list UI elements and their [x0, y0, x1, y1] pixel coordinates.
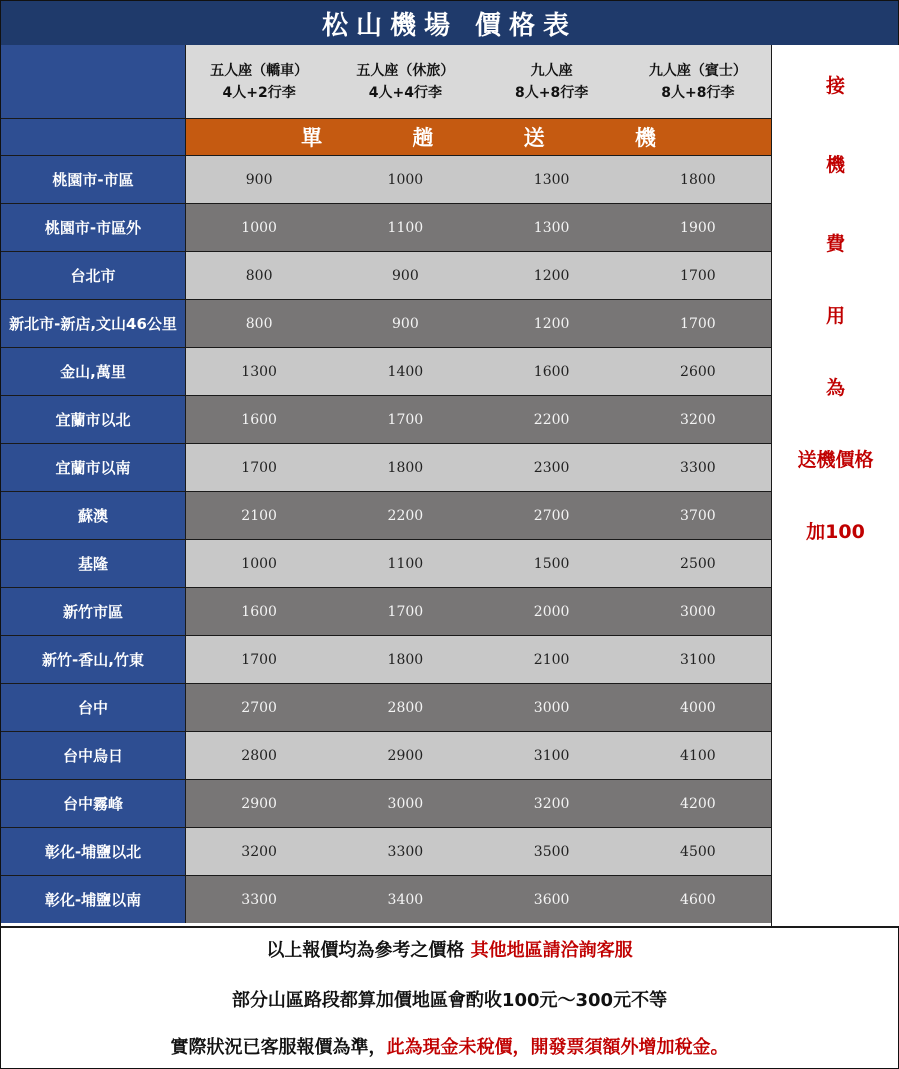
price-cell: 3100 [479, 732, 625, 779]
footer-line-1 [1, 936, 898, 962]
table-row [1, 155, 771, 203]
region-label: 桃園市-市區 [1, 156, 186, 203]
price-cell: 3000 [332, 780, 478, 827]
region-label: 蘇澳 [1, 492, 186, 539]
price-cell: 1300 [479, 204, 625, 251]
price-cell: 2300 [479, 444, 625, 491]
price-cell: 2700 [479, 492, 625, 539]
price-cell: 1100 [332, 204, 478, 251]
price-cell: 3300 [186, 876, 332, 923]
column-header-row [1, 45, 771, 118]
side-note-text: 機 [825, 154, 845, 176]
table-row [1, 299, 771, 347]
column-header-name: 五人座（轎車） [210, 62, 309, 79]
price-cell: 2100 [479, 636, 625, 683]
side-note-text: 為 [825, 377, 845, 399]
price-cell: 3200 [625, 396, 771, 443]
price-cell: 3000 [479, 684, 625, 731]
table-row [1, 443, 771, 491]
band-char: 機 [634, 126, 656, 150]
price-cell: 2900 [186, 780, 332, 827]
price-cell: 2500 [625, 540, 771, 587]
column-header-name: 九人座 [530, 62, 573, 79]
side-note-text: 用 [825, 305, 845, 327]
price-cell: 1700 [332, 588, 478, 635]
price-cell: 2800 [186, 732, 332, 779]
band-char: 趟 [412, 126, 434, 150]
region-label: 台中烏日 [1, 732, 186, 779]
band-char: 送 [523, 126, 545, 150]
price-cell: 1800 [332, 444, 478, 491]
price-cell: 1700 [625, 252, 771, 299]
footer-quote-text: 實際狀況已客服報價為準， [170, 1037, 387, 1058]
price-cell: 2600 [625, 348, 771, 395]
price-cell: 1300 [186, 348, 332, 395]
footer-notes [1, 926, 898, 1068]
side-note-text: 送機價格 [797, 449, 874, 471]
column-header [186, 45, 332, 118]
price-cell: 1700 [186, 444, 332, 491]
table-row [1, 203, 771, 251]
region-label: 台北市 [1, 252, 186, 299]
price-cell: 1700 [625, 300, 771, 347]
price-cell: 1200 [479, 252, 625, 299]
price-cell: 1400 [332, 348, 478, 395]
price-cell: 4600 [625, 876, 771, 923]
price-cell: 4100 [625, 732, 771, 779]
column-header-capacity: 4人+2行李 [222, 84, 296, 101]
table-row [1, 683, 771, 731]
side-note-text: 費 [825, 233, 845, 255]
table-row [1, 827, 771, 875]
price-cell: 2200 [332, 492, 478, 539]
table-row [1, 491, 771, 539]
price-cell: 1900 [625, 204, 771, 251]
region-label: 新北市-新店,文山46公里 [1, 300, 186, 347]
footer-reference-text: 以上報價均為參考之價格 [266, 940, 471, 961]
footer-contact-text: 其他地區請洽詢客服 [470, 940, 633, 961]
page-title: 松山機場 價格表 [1, 1, 898, 45]
side-note-text: 加100 [806, 521, 865, 543]
price-cell: 1700 [186, 636, 332, 683]
region-label: 桃園市-市區外 [1, 204, 186, 251]
price-cell: 3500 [479, 828, 625, 875]
price-cell: 2200 [479, 396, 625, 443]
column-header-capacity: 8人+8行李 [515, 84, 589, 101]
price-cell: 1200 [479, 300, 625, 347]
table-row [1, 779, 771, 827]
table-row [1, 635, 771, 683]
table-row [1, 587, 771, 635]
price-cell: 2900 [332, 732, 478, 779]
price-cell: 1800 [332, 636, 478, 683]
table-row [1, 539, 771, 587]
price-cell: 1700 [332, 396, 478, 443]
region-label: 宜蘭市以南 [1, 444, 186, 491]
column-header [625, 45, 771, 118]
price-cell: 1000 [186, 540, 332, 587]
price-cell: 1000 [186, 204, 332, 251]
column-header-name: 九人座（賓士） [648, 62, 747, 79]
price-cell: 3200 [479, 780, 625, 827]
column-header-capacity: 4人+4行李 [368, 84, 442, 101]
price-cell: 3700 [625, 492, 771, 539]
price-cell: 1600 [186, 396, 332, 443]
one-way-dropoff-band [1, 118, 771, 155]
table-row [1, 347, 771, 395]
price-cell: 1100 [332, 540, 478, 587]
price-cell: 2000 [479, 588, 625, 635]
price-cell: 3300 [332, 828, 478, 875]
band-corner-cell [1, 119, 186, 155]
footer-line-2: 部分山區路段都算加價地區會酌收100元～300元不等 [231, 990, 668, 1011]
footer-line-3 [1, 1033, 898, 1059]
price-cell: 2700 [186, 684, 332, 731]
region-label: 宜蘭市以北 [1, 396, 186, 443]
price-rows [1, 155, 771, 923]
price-cell: 1600 [479, 348, 625, 395]
price-cell: 900 [332, 300, 478, 347]
region-label: 金山,萬里 [1, 348, 186, 395]
price-cell: 3400 [332, 876, 478, 923]
region-label: 彰化-埔鹽以北 [1, 828, 186, 875]
price-cell: 3300 [625, 444, 771, 491]
price-cell: 4500 [625, 828, 771, 875]
price-cell: 3100 [625, 636, 771, 683]
band-char: 單 [301, 126, 323, 150]
price-cell: 4200 [625, 780, 771, 827]
band-label [186, 119, 771, 155]
price-cell: 3000 [625, 588, 771, 635]
price-cell: 2100 [186, 492, 332, 539]
price-cell: 1000 [332, 156, 478, 203]
region-label: 彰化-埔鹽以南 [1, 876, 186, 923]
price-cell: 1500 [479, 540, 625, 587]
region-label: 新竹市區 [1, 588, 186, 635]
region-label: 台中霧峰 [1, 780, 186, 827]
price-cell: 4000 [625, 684, 771, 731]
column-header [332, 45, 478, 118]
price-cell: 1800 [625, 156, 771, 203]
price-cell: 1600 [186, 588, 332, 635]
price-cell: 3600 [479, 876, 625, 923]
column-header [479, 45, 625, 118]
column-header-capacity: 8人+8行李 [661, 84, 735, 101]
region-label: 基隆 [1, 540, 186, 587]
table-row [1, 731, 771, 779]
side-note-text: 接 [825, 75, 845, 97]
region-label: 台中 [1, 684, 186, 731]
price-cell: 2800 [332, 684, 478, 731]
price-cell: 1300 [479, 156, 625, 203]
pickup-fee-note [771, 45, 899, 926]
price-cell: 800 [186, 300, 332, 347]
price-cell: 900 [186, 156, 332, 203]
table-row [1, 395, 771, 443]
corner-cell [1, 45, 186, 118]
table-row [1, 251, 771, 299]
region-label: 新竹-香山,竹東 [1, 636, 186, 683]
price-cell: 800 [186, 252, 332, 299]
column-header-name: 五人座（休旅） [356, 62, 455, 79]
footer-tax-text: 此為現金未稅價，開發票須額外增加稅金。 [386, 1037, 729, 1058]
table-row [1, 875, 771, 923]
price-cell: 3200 [186, 828, 332, 875]
price-grid [1, 45, 771, 923]
price-cell: 900 [332, 252, 478, 299]
